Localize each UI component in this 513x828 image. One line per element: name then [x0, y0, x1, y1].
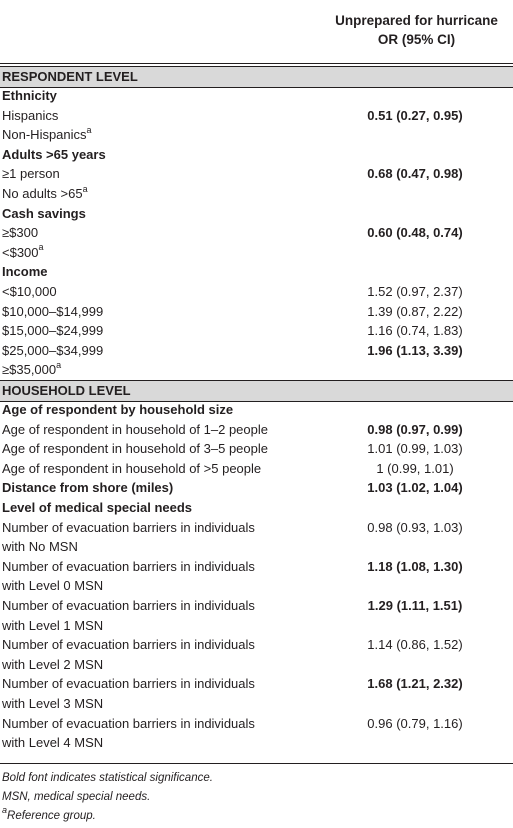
row-label — [2, 184, 88, 204]
row-label-text: Number of evacuation barriers in individuals — [2, 715, 255, 731]
row-label-text: Age of respondent by household size — [2, 402, 234, 417]
table-row — [0, 360, 513, 380]
reference-marker: a — [86, 124, 92, 135]
row-label — [2, 537, 78, 557]
group-header-row — [0, 86, 513, 106]
group-header-row — [0, 145, 513, 165]
row-label-text: Number of evacuation barriers in individuals — [2, 637, 255, 653]
odds-ratio-value: 0.96 (0.79, 1.16) — [367, 715, 463, 731]
group-header-row — [0, 262, 513, 282]
group-header-row — [0, 204, 513, 224]
row-label — [2, 282, 57, 302]
row-label — [2, 321, 103, 341]
table-row — [0, 420, 513, 440]
row-label — [2, 145, 106, 165]
row-label-text: HOUSEHOLD LEVEL — [2, 383, 131, 398]
row-label-text: Cash savings — [2, 205, 86, 221]
row-label-text: Number of evacuation barriers in individuals — [2, 598, 255, 613]
row-label — [2, 498, 192, 518]
table-row — [0, 341, 513, 361]
row-label — [2, 655, 103, 675]
row-label-text: Age of respondent in household of 1–2 people — [2, 421, 268, 437]
row-label — [2, 557, 255, 577]
row-label-text: Age of respondent in household of 3–5 people — [2, 441, 268, 457]
row-label-text: RESPONDENT LEVEL — [2, 69, 138, 84]
odds-ratio-value: 1.68 (1.21, 2.32) — [367, 676, 463, 692]
table-row — [0, 106, 513, 126]
row-label-text: Number of evacuation barriers in individuals — [2, 558, 255, 574]
row-label — [2, 86, 57, 106]
table-row — [0, 674, 513, 694]
table-header — [0, 0, 513, 64]
odds-ratio-value: 1.52 (0.97, 2.37) — [367, 284, 463, 299]
row-label — [2, 674, 255, 694]
row-label — [2, 223, 38, 243]
row-label — [2, 635, 255, 655]
row-label-text: Hispanics — [2, 107, 59, 123]
row-label-text: Number of evacuation barriers in individuals — [2, 519, 255, 535]
odds-ratio-value: 1.18 (1.08, 1.30) — [367, 558, 463, 574]
table-row — [0, 184, 513, 204]
row-label — [2, 106, 58, 126]
table-row — [0, 223, 513, 243]
row-label-text: No adults >65 — [2, 186, 83, 201]
row-label-text: $25,000–$34,999 — [2, 342, 104, 358]
row-label-text: $10,000–$14,999 — [2, 303, 104, 319]
row-label — [2, 243, 44, 263]
table-row — [0, 714, 513, 734]
row-label — [2, 125, 92, 145]
table-row — [0, 164, 513, 184]
table-row — [0, 616, 513, 636]
column-header-line1: Unprepared for hurricane — [335, 13, 498, 28]
row-label-text: Non-Hispanics — [2, 127, 87, 143]
row-label-text: <$300 — [2, 244, 39, 260]
table-row — [0, 635, 513, 655]
row-label — [2, 459, 261, 479]
table-row — [0, 459, 513, 479]
row-label-text: $15,000–$24,999 — [2, 323, 104, 339]
row-label — [2, 714, 255, 734]
row-label-text: Adults >65 years — [2, 146, 106, 162]
footnote-bold: Bold font indicates statistical significance. — [2, 772, 213, 784]
row-label — [2, 478, 173, 498]
footnote-msn: MSN, medical special needs. — [2, 791, 151, 803]
odds-ratio-value: 0.68 (0.47, 0.98) — [367, 166, 463, 182]
reference-marker: a — [82, 183, 88, 194]
odds-ratio-value: 1.14 (0.86, 1.52) — [367, 637, 463, 653]
table-row — [0, 557, 513, 577]
row-label — [2, 381, 131, 400]
row-label — [2, 164, 60, 184]
group-header-row — [0, 478, 513, 498]
table-row — [0, 518, 513, 538]
group-header-row — [0, 498, 513, 518]
row-label — [2, 67, 138, 86]
footnote-reference-marker: a — [2, 805, 8, 816]
table-row — [0, 694, 513, 714]
odds-ratio-value: 0.98 (0.97, 0.99) — [367, 421, 463, 437]
odds-ratio-value: 0.51 (0.27, 0.95) — [367, 107, 463, 123]
odds-ratio-value: 1 (0.99, 1.01) — [376, 460, 454, 476]
row-label — [2, 262, 48, 282]
row-label-text: ≥$300 — [2, 225, 39, 241]
odds-ratio-value: 1.16 (0.74, 1.83) — [367, 323, 463, 339]
table-row — [0, 243, 513, 263]
table-row — [0, 655, 513, 675]
table-row — [0, 576, 513, 596]
row-label-text: with Level 3 MSN — [2, 696, 104, 711]
table-row — [0, 733, 513, 753]
row-label — [2, 420, 268, 440]
row-label-text: ≥$35,000 — [2, 362, 57, 378]
section-header-row — [0, 380, 513, 402]
row-label — [2, 400, 233, 420]
row-label — [2, 439, 268, 459]
odds-ratio-value: 1.03 (1.02, 1.04) — [367, 480, 463, 496]
odds-ratio-value: 0.60 (0.48, 0.74) — [367, 225, 463, 241]
reference-marker: a — [38, 242, 44, 253]
row-label — [2, 518, 255, 538]
row-label — [2, 576, 103, 596]
column-header-line2: OR (95% CI) — [377, 32, 456, 47]
row-label-text: with Level 2 MSN — [2, 656, 104, 672]
row-label — [2, 733, 103, 753]
odds-ratio-value: 0.98 (0.93, 1.03) — [367, 519, 463, 535]
row-label-text: Ethnicity — [2, 88, 57, 103]
table-row — [0, 537, 513, 557]
group-header-row — [0, 400, 513, 420]
table-row — [0, 596, 513, 616]
footnote-reference — [2, 805, 96, 822]
odds-ratio-value: 1.39 (0.87, 2.22) — [367, 303, 463, 319]
row-label-text: <$10,000 — [2, 284, 57, 299]
row-label-text: with Level 1 MSN — [2, 617, 104, 633]
footnote-reference-text: Reference group. — [7, 810, 96, 822]
row-label-text: Income — [2, 264, 48, 280]
row-label-text: Age of respondent in household of >5 people — [2, 460, 262, 476]
row-label — [2, 360, 61, 380]
row-label — [2, 341, 103, 361]
row-label — [2, 596, 255, 616]
row-label-text: ≥1 person — [2, 166, 60, 182]
row-label — [2, 302, 103, 322]
row-label-text: Level of medical special needs — [2, 500, 193, 515]
table-row — [0, 302, 513, 322]
table-row — [0, 125, 513, 145]
odds-ratio-value: 1.01 (0.99, 1.03) — [367, 441, 463, 457]
odds-ratio-value: 1.96 (1.13, 3.39) — [367, 342, 463, 358]
row-label-text: with Level 0 MSN — [2, 578, 104, 594]
row-label — [2, 694, 103, 714]
row-label-text: Number of evacuation barriers in individuals — [2, 676, 255, 692]
row-label — [2, 204, 86, 224]
odds-ratio-value: 1.29 (1.11, 1.51) — [367, 598, 463, 613]
reference-marker: a — [56, 360, 62, 371]
table-row — [0, 321, 513, 341]
section-header-row — [0, 66, 513, 88]
table-row — [0, 439, 513, 459]
row-label-text: Distance from shore (miles) — [2, 480, 174, 496]
table-bottom-rule — [0, 763, 513, 764]
table-row — [0, 282, 513, 302]
row-label-text: with No MSN — [2, 539, 78, 555]
row-label — [2, 616, 103, 636]
row-label-text: with Level 4 MSN — [2, 735, 104, 751]
